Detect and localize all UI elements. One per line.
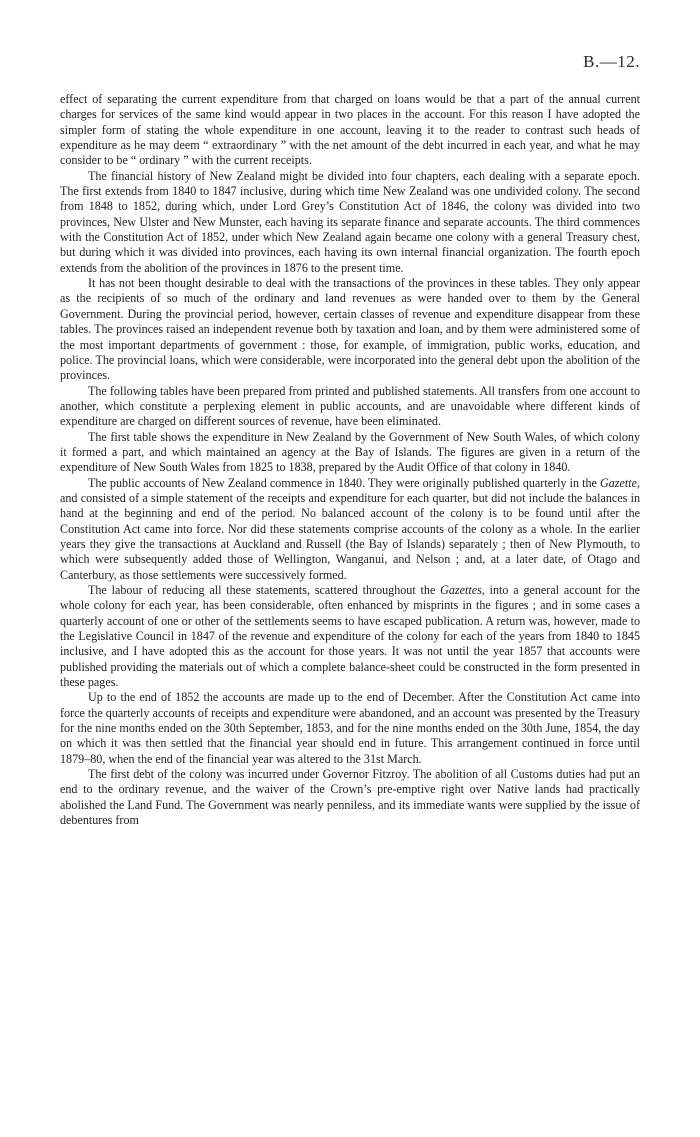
paragraph bbox=[60, 276, 640, 383]
paragraph bbox=[60, 583, 640, 690]
paragraph-text: effect of separating the current expenditure from that charged on loans would be that a part of the annual current charges for services of the same kind would appear in two places in the account. For this reason I have adopted the simpler form of stating the whole expenditure in one account, leaving it to the reader to contrast such heads of expenditure as he may deem “ extraordinary ” with the net amount of the debt incurred in each year, and what he may consider to be “ ordinary ” with the current receipts. bbox=[60, 92, 640, 168]
paragraph bbox=[60, 690, 640, 767]
paragraph bbox=[60, 92, 640, 169]
paragraph bbox=[60, 476, 640, 583]
paragraph bbox=[60, 767, 640, 828]
paragraph-text: The financial history of New Zealand might be divided into four chapters, each dealing with a separate epoch. The first extends from 1840 to 1847 inclusive, during which time New Zealand was one undivided colony. The second from 1848 to 1852, during which, under Lord Grey’s Constitution Act of 1846, the colony was divided into two provinces, New Ulster and New Munster, each having its separate finance and separate accounts. The third commences with the Constitution Act of 1852, under which New Zealand again became one colony with a general Treasury chest, but during which it was divided into provinces, each having its own internal financial organization. The fourth epoch extends from the abolition of the provinces in 1876 to the present time. bbox=[60, 168, 640, 275]
paragraph bbox=[60, 384, 640, 430]
paragraph-text: The labour of reducing all these statements, scattered throughout the bbox=[88, 583, 441, 597]
paragraph bbox=[60, 169, 640, 276]
page-number-header: B.—12. bbox=[583, 52, 640, 71]
paragraph bbox=[60, 430, 640, 476]
document-body bbox=[60, 92, 640, 829]
paragraph-text: Up to the end of 1852 the accounts are made up to the end of December. After the Constitution Act came into force the quarterly accounts of receipts and expenditure were abandoned, and an account was presented by the Treasury for the nine months ended on the 30th September, 1853, and for the nine months ended on the 30th June, 1854, the day on which it was then settled that the financial year should end in future. This arrangement continued in force until 1879–80, when the end of the financial year was altered to the 31st March. bbox=[60, 690, 640, 766]
paragraph-text: The first table shows the expenditure in New Zealand by the Government of New South Wales, of which colony it formed a part, and which maintained an agency at the Bay of Islands. The figures are given in a return of the expenditure of New South Wales from 1825 to 1838, prepared by the Audit Office of that colony in 1840. bbox=[60, 429, 640, 475]
paragraph-text: , and consisted of a simple statement of the receipts and expenditure for each quarter, but did not include the balances in hand at the beginning and end of the period. No balanced account of the colony is to be found until after the Constitution Act came into force. Nor did these statements comprise accounts of the colony as a whole. In the earlier years they give the transactions at Auckland and Russell (the Bay of Islands) separately ; then of New Plymouth, to which were subsequently added those of Wellington, Wanganui, and Nelson ; and, at a later date, of Otago and Canterbury, as those settlements were successively formed. bbox=[60, 475, 640, 582]
gazette-italic: Gazette bbox=[600, 475, 637, 490]
gazettes-italic: Gazettes bbox=[440, 583, 482, 597]
paragraph-text: It has not been thought desirable to deal with the transactions of the provinces in these tables. They only appear as the recipients of so much of the ordinary and land revenues as were handed over to them by the General Government. During the provincial period, however, certain classes of revenue and expenditure disappear from these tables. The provinces raised an independent revenue both by taxation and loan, and by them were administered some of the most important departments of government : those, for example, of immigration, public works, education, and police. The provincial loans, which were considerable, were incorporated into the general debt upon the abolition of the provinces. bbox=[60, 276, 640, 383]
paragraph-text: The public accounts of New Zealand commence in 1840. They were originally published quarterly in the bbox=[88, 475, 601, 490]
paragraph-text: The following tables have been prepared from printed and published statements. All transfers from one account to another, which constitute a perplexing element in public accounts, and are unavoidable where different kinds of expenditure are charged on different sources of revenue, have been eliminated. bbox=[60, 383, 640, 429]
paragraph-text: The first debt of the colony was incurred under Governor Fitzroy. The abolition of all Customs duties had put an end to the ordinary revenue, and the waiver of the Crown’s pre-emptive right over Native lands had practically abolished the Land Fund. The Government was nearly penniless, and its immediate wants were supplied by the issue of debentures from bbox=[60, 767, 640, 828]
paragraph-text: , into a general account for the whole colony for each year, has been considerable, often enhanced by misprints in the figures ; and in some cases a quarterly account of one or other of the settlements seems to have escaped publication. A return was, however, made to the Legislative Council in 1847 of the revenue and expenditure of the colony for each of the years from 1840 to 1845 inclusive, and I have adopted this as the account for those years. It was not until the year 1857 that accounts were published providing the materials out of which a complete balance-sheet could be constructed in the form presented in these pages. bbox=[60, 583, 640, 690]
